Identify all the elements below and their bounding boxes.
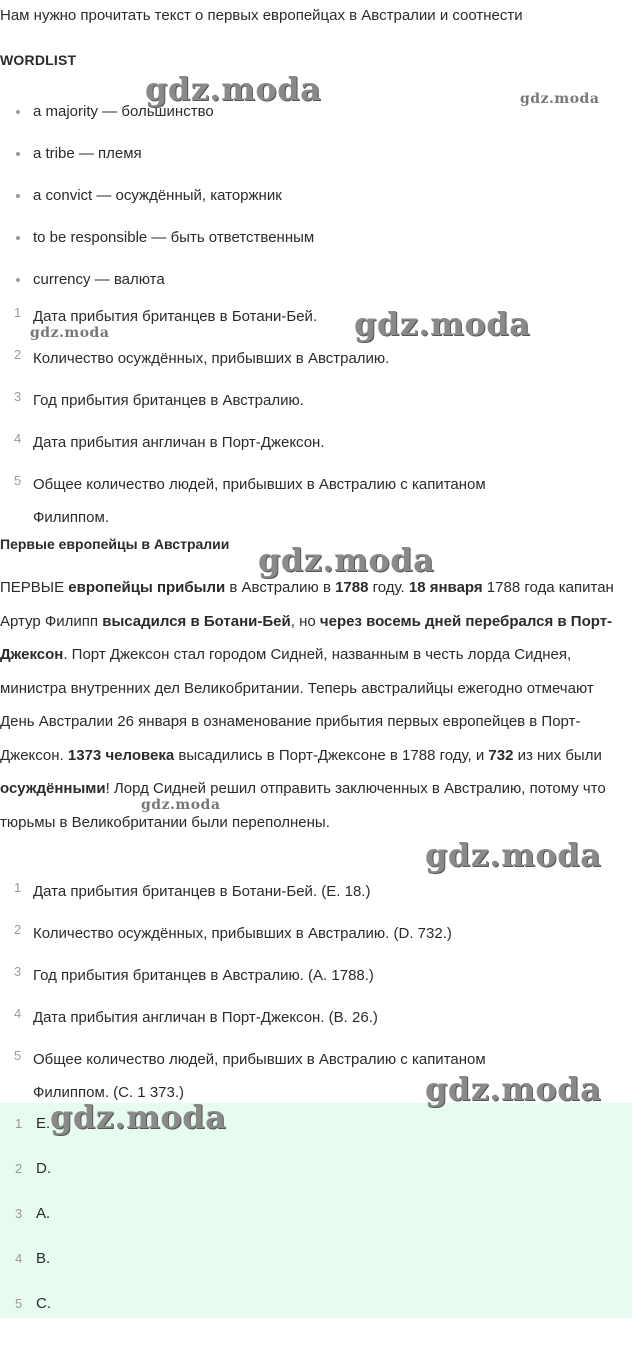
question-text: Количество осуждённых, прибывших в Австралию.: [33, 350, 390, 367]
article-span: году.: [368, 579, 409, 596]
wordlist-item: [0, 175, 314, 217]
matched-item: [0, 955, 632, 997]
intro-text: Нам нужно прочитать текст о первых европейцах в Австралии и соотнести: [0, 7, 523, 24]
matched-item: [0, 913, 632, 955]
wordlist-item-text: a majority — большинство: [33, 103, 214, 120]
article-bold: через восемь дней перебрался в Порт-Джексон: [0, 612, 613, 663]
wordlist-item: [0, 259, 314, 301]
article-span: высадились в Порт-Джексоне в 1788 году, и: [174, 746, 489, 764]
item-number: 2: [14, 347, 22, 362]
matched-text: Количество осуждённых, прибывших в Австралию. (D. 732.): [33, 925, 452, 942]
wordlist-item-text: to be responsible — быть ответственным: [33, 229, 315, 246]
article-bold: 1373 человека: [67, 746, 175, 764]
item-number: 1: [14, 305, 22, 320]
bullet-icon: [16, 110, 20, 114]
watermark: gdz.moda: [520, 91, 600, 107]
article-span: из них были: [513, 746, 602, 764]
answer-item: [0, 1241, 632, 1286]
question-text: Общее количество людей, прибывших в Австралию с капитаном Филиппом.: [33, 476, 486, 526]
item-number: 1: [14, 880, 22, 895]
bullet-icon: [16, 152, 20, 156]
article-bold: высадился в Ботани-Бей: [102, 612, 291, 630]
matched-text: Дата прибытия британцев в Ботани-Бей. (E. 18.): [33, 883, 371, 900]
matched-text: Дата прибытия англичан в Порт-Джексон. (B. 26.): [33, 1009, 378, 1026]
wordlist-item-text: currency — валюта: [33, 271, 165, 288]
article-bold: 1788: [335, 579, 369, 596]
wordlist-item-text: a convict — осуждённый, каторжник: [33, 187, 282, 204]
item-number: 5: [15, 1296, 23, 1311]
wordlist-heading: WORDLIST: [0, 52, 77, 68]
wordlist-item: [0, 217, 314, 259]
watermark: gdz.moda: [354, 305, 531, 343]
item-number: 3: [14, 964, 22, 979]
bullet-icon: [16, 194, 20, 198]
article-span: в Австралию в: [225, 579, 336, 596]
question-text: Дата прибытия англичан в Порт-Джексон.: [33, 434, 325, 451]
question-item: [0, 422, 632, 464]
watermark: gdz.moda: [141, 797, 221, 813]
question-item: [0, 380, 632, 422]
article-bold: европейцы прибыли: [68, 579, 226, 596]
item-number: 4: [14, 1006, 22, 1021]
article-bold: осуждёнными: [0, 780, 106, 797]
matched-item: [0, 997, 632, 1039]
answer-text: E.: [36, 1115, 51, 1132]
wordlist-item-text: a tribe — племя: [33, 145, 142, 162]
matched-text: Год прибытия британцев в Австралию. (A. 1788.): [33, 967, 374, 984]
watermark: gdz.moda: [30, 325, 110, 341]
matched-item: [0, 871, 632, 913]
article-bold: 732: [488, 746, 514, 764]
watermark: gdz.moda: [145, 70, 322, 108]
article-span: ! Лорд Сидней решил отправить заключенных в Австралию, потому что тюрьмы в Великобритании были переполнены.: [0, 780, 606, 831]
article-text: [0, 571, 632, 839]
article-bold: 18 января: [408, 579, 483, 596]
answer-item: [0, 1196, 632, 1241]
article-span: 1788 года капитан Артур Филипп: [0, 579, 614, 630]
watermark: gdz.moda: [50, 1098, 227, 1136]
item-number: 4: [14, 431, 22, 446]
item-number: 2: [15, 1161, 23, 1176]
intro-block: [0, 0, 632, 44]
item-number: 2: [14, 922, 22, 937]
answer-list: [0, 1103, 632, 1331]
matched-text: Общее количество людей, прибывших в Австралию с капитаном Филиппом. (C. 1 373.): [33, 1051, 486, 1101]
section-title: Первые европейцы в Австралии: [0, 536, 230, 552]
answer-text: B.: [36, 1250, 51, 1267]
answer-item: [0, 1286, 632, 1331]
item-number: 3: [15, 1206, 23, 1221]
watermark: gdz.moda: [425, 1070, 602, 1108]
article-span: . Порт Джексон стал городом Сидней, названным в честь лорда Сиднея, министра внутренних дел Великобритании. Теперь австралийцы ежегодно отмечают День Австралии 26 января в ознаменование прибытия первых европейцев в Порт-Джексон.: [0, 646, 594, 764]
question-item: [0, 338, 632, 380]
answer-text: A.: [36, 1205, 51, 1222]
wordlist: [0, 91, 314, 301]
item-number: 3: [14, 389, 22, 404]
watermark: gdz.moda: [258, 541, 435, 579]
item-number: 4: [15, 1251, 23, 1266]
watermark: gdz.moda: [425, 836, 602, 874]
wordlist-item: [0, 133, 314, 175]
answer-text: D.: [36, 1160, 51, 1177]
item-number: 5: [14, 473, 22, 488]
question-text: Год прибытия британцев в Австралию.: [33, 392, 304, 409]
article-span: ПЕРВЫЕ: [0, 579, 69, 596]
item-number: 1: [15, 1116, 23, 1131]
bullet-icon: [16, 278, 20, 282]
item-number: 5: [14, 1048, 22, 1063]
bullet-icon: [16, 236, 20, 240]
question-text: Дата прибытия британцев в Ботани-Бей.: [33, 308, 318, 325]
question-item: [0, 464, 632, 534]
answer-item: [0, 1151, 632, 1196]
answer-text: C.: [36, 1295, 51, 1312]
article-span: , но: [290, 612, 320, 630]
